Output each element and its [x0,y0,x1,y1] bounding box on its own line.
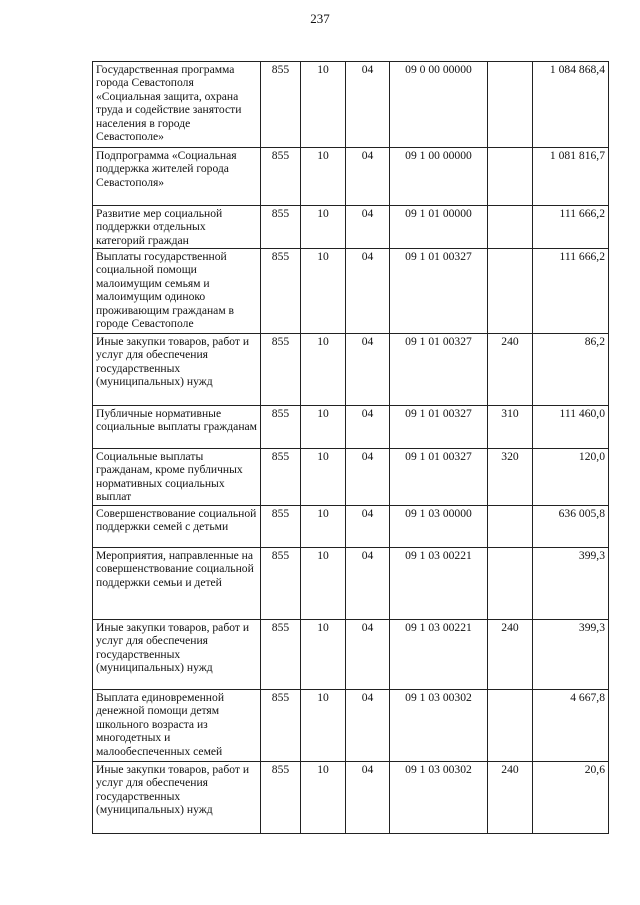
subsection-code-cell: 04 [346,506,390,548]
target-article-code-cell: 09 1 03 00000 [390,506,488,548]
expense-type-code-cell [488,148,533,206]
amount-cell: 636 005,8 [533,506,609,548]
expense-name-cell: Социальные выплаты гражданам, кроме публичных нормативных социальных выплат [93,449,261,506]
budget-table-body [93,62,609,834]
subsection-code-cell: 04 [346,249,390,334]
expense-name-cell: Публичные нормативные социальные выплаты гражданам [93,406,261,449]
expense-type-code-cell: 310 [488,406,533,449]
amount-cell: 1 081 816,7 [533,148,609,206]
expense-type-code-cell: 240 [488,334,533,406]
page-number: 237 [310,11,330,26]
department-code-cell: 855 [261,449,301,506]
department-code-cell: 855 [261,406,301,449]
subsection-code-cell: 04 [346,620,390,690]
amount-cell: 1 084 868,4 [533,62,609,148]
table-row [93,762,609,834]
expense-type-code-cell: 240 [488,762,533,834]
section-code-cell: 10 [301,334,346,406]
section-code-cell: 10 [301,449,346,506]
table-row [93,249,609,334]
section-code-cell: 10 [301,249,346,334]
target-article-code-cell: 09 1 00 00000 [390,148,488,206]
department-code-cell: 855 [261,249,301,334]
department-code-cell: 855 [261,206,301,249]
table-row [93,620,609,690]
budget-table [92,61,609,834]
department-code-cell: 855 [261,620,301,690]
target-article-code-cell: 09 1 03 00221 [390,548,488,620]
amount-cell: 111 666,2 [533,249,609,334]
expense-type-code-cell [488,690,533,762]
section-code-cell: 10 [301,620,346,690]
amount-cell: 399,3 [533,620,609,690]
expense-type-code-cell [488,249,533,334]
expense-type-code-cell [488,206,533,249]
section-code-cell: 10 [301,506,346,548]
table-row [93,548,609,620]
expense-type-code-cell [488,62,533,148]
target-article-code-cell: 09 1 03 00302 [390,762,488,834]
section-code-cell: 10 [301,406,346,449]
expense-name-cell: Развитие мер социальной поддержки отдельных категорий граждан [93,206,261,249]
table-row [93,506,609,548]
expense-name-cell: Иные закупки товаров, работ и услуг для обеспечения государственных (муниципальных) нужд [93,620,261,690]
target-article-code-cell: 09 1 01 00327 [390,249,488,334]
table-row [93,406,609,449]
amount-cell: 20,6 [533,762,609,834]
subsection-code-cell: 04 [346,406,390,449]
expense-type-code-cell [488,506,533,548]
amount-cell: 4 667,8 [533,690,609,762]
subsection-code-cell: 04 [346,62,390,148]
subsection-code-cell: 04 [346,548,390,620]
subsection-code-cell: 04 [346,690,390,762]
amount-cell: 86,2 [533,334,609,406]
expense-name-cell: Иные закупки товаров, работ и услуг для обеспечения государственных (муниципальных) нужд [93,762,261,834]
table-row [93,206,609,249]
department-code-cell: 855 [261,762,301,834]
subsection-code-cell: 04 [346,762,390,834]
target-article-code-cell: 09 1 03 00221 [390,620,488,690]
table-row [93,148,609,206]
expense-type-code-cell: 240 [488,620,533,690]
department-code-cell: 855 [261,148,301,206]
section-code-cell: 10 [301,206,346,249]
subsection-code-cell: 04 [346,334,390,406]
expense-name-cell: Подпрограмма «Социальная поддержка жителей города Севастополя» [93,148,261,206]
target-article-code-cell: 09 1 01 00327 [390,449,488,506]
department-code-cell: 855 [261,506,301,548]
target-article-code-cell: 09 1 01 00327 [390,406,488,449]
expense-type-code-cell: 320 [488,449,533,506]
expense-name-cell: Государственная программа города Севастополя «Социальная защита, охрана труда и содействие занятости населения в городе Севастополе» [93,62,261,148]
section-code-cell: 10 [301,762,346,834]
department-code-cell: 855 [261,690,301,762]
section-code-cell: 10 [301,62,346,148]
target-article-code-cell: 09 1 01 00327 [390,334,488,406]
section-code-cell: 10 [301,148,346,206]
section-code-cell: 10 [301,548,346,620]
subsection-code-cell: 04 [346,148,390,206]
table-row [93,334,609,406]
table-row [93,62,609,148]
amount-cell: 399,3 [533,548,609,620]
department-code-cell: 855 [261,548,301,620]
expense-name-cell: Выплата единовременной денежной помощи детям школьного возраста из многодетных и малообеспеченных семей [93,690,261,762]
expense-type-code-cell [488,548,533,620]
expense-name-cell: Мероприятия, направленные на совершенствование социальной поддержки семьи и детей [93,548,261,620]
amount-cell: 111 460,0 [533,406,609,449]
subsection-code-cell: 04 [346,206,390,249]
amount-cell: 120,0 [533,449,609,506]
expense-name-cell: Совершенствование социальной поддержки семей с детьми [93,506,261,548]
section-code-cell: 10 [301,690,346,762]
table-row [93,690,609,762]
target-article-code-cell: 09 1 03 00302 [390,690,488,762]
table-row [93,449,609,506]
expense-name-cell: Иные закупки товаров, работ и услуг для обеспечения государственных (муниципальных) нужд [93,334,261,406]
target-article-code-cell: 09 1 01 00000 [390,206,488,249]
amount-cell: 111 666,2 [533,206,609,249]
expense-name-cell: Выплаты государственной социальной помощи малоимущим семьям и малоимущим одиноко проживающим гражданам в городе Севастополе [93,249,261,334]
department-code-cell: 855 [261,334,301,406]
target-article-code-cell: 09 0 00 00000 [390,62,488,148]
department-code-cell: 855 [261,62,301,148]
subsection-code-cell: 04 [346,449,390,506]
